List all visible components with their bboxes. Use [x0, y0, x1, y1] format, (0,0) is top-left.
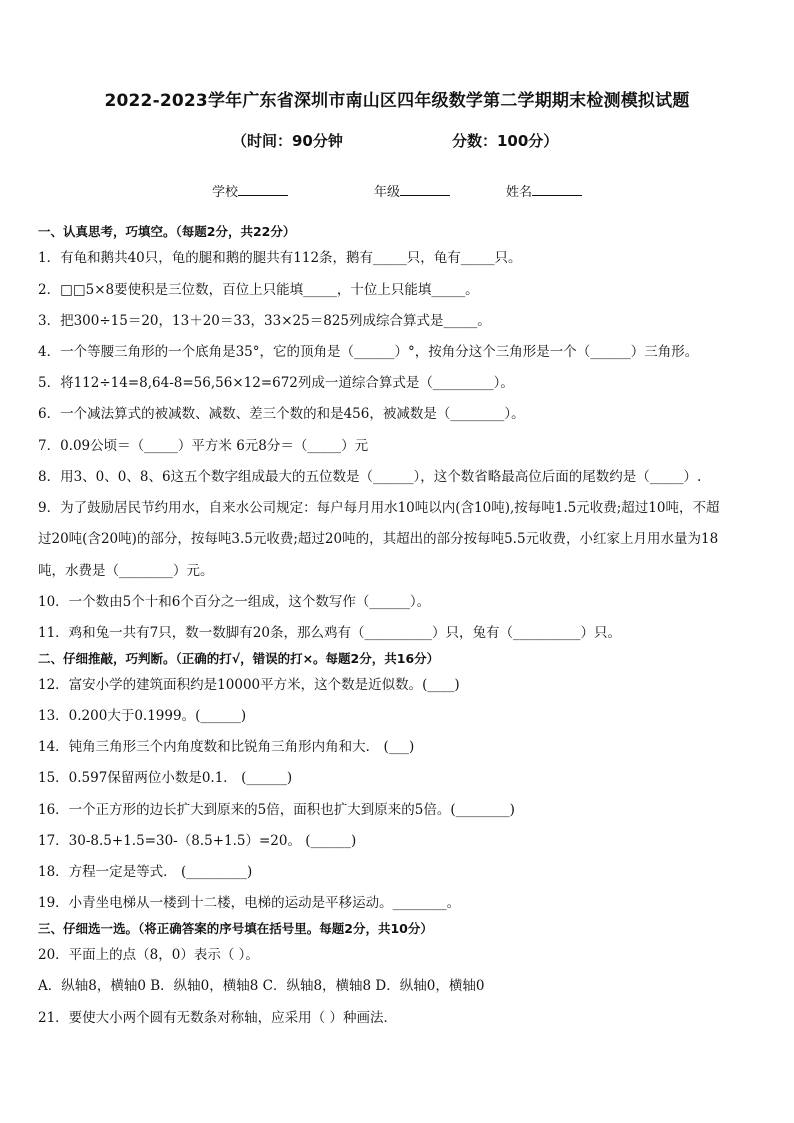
question-7: 7．0.09公顷＝（_____）平方米 6元8分＝（_____）元 [38, 438, 369, 454]
question-2: 2．□□5×8要使积是三位数，百位上只能填_____，十位上只能填_____。 [38, 282, 479, 298]
question-12: 12．富安小学的建筑面积约是10000平方米，这个数是近似数。(____) [38, 677, 460, 693]
question-8: 8．用3、0、0、8、6这五个数字组成最大的五位数是（______），这个数省略最高位后面的尾数约是（_____）. [38, 469, 702, 485]
question-3: 3．把300÷15＝20，13＋20＝33，33×25＝825列成综合算式是_____。 [38, 313, 491, 329]
question-15: 15．0.597保留两位小数是0.1． (______) [38, 770, 293, 786]
section-heading-2: 二、仔细推敲，巧判断。（正确的打√，错误的打×。每题2分，共16分） [38, 651, 440, 666]
question-19: 19．小青坐电梯从一楼到十二楼，电梯的运动是平移运动。________。 [38, 895, 461, 911]
student-info-row [0, 181, 794, 201]
grade-blank[interactable] [400, 183, 450, 196]
exam-score: 分数：100分） [452, 132, 559, 150]
question-9-line-1: 9．为了鼓励居民节约用水，自来水公司规定：每户每月用水10吨以内(含10吨),按每吨1.5元收费;超过10吨，不超 [38, 500, 720, 516]
question-20: 20．平面上的点（8，0）表示（ ）。 [38, 947, 259, 963]
section-heading-1: 一、认真思考，巧填空。（每题2分，共22分） [38, 224, 296, 239]
question-9-line-2: 过20吨(含20吨)的部分，按每吨3.5元收费;超过20吨的，其超出的部分按每吨5.5元收费，小红家上月用水量为18 [38, 531, 719, 547]
question-21: 21．要使大小两个圆有无数条对称轴，应采用（ ）种画法． [38, 1010, 397, 1026]
question-11: 11．鸡和兔一共有7只，数一数脚有20条，那么鸡有（__________）只，兔有（__________）只。 [38, 625, 621, 641]
name-blank[interactable] [532, 183, 582, 196]
name-field [506, 181, 582, 200]
question-16: 16．一个正方形的边长扩大到原来的5倍，面积也扩大到原来的5倍。(________) [38, 802, 515, 818]
question-18: 18．方程一定是等式． (_________) [38, 864, 253, 880]
name-label: 姓名 [506, 185, 533, 200]
question-13: 13．0.200大于0.1999。(______) [38, 708, 247, 724]
grade-label: 年级 [374, 185, 401, 200]
section-heading-3: 三、仔细选一选。（将正确答案的序号填在括号里。每题2分，共10分） [38, 921, 433, 936]
question-4: 4．一个等腰三角形的一个底角是35°，它的顶角是（______）°，按角分这个三角形是一个（______）三角形。 [38, 344, 699, 360]
question-1: 1．有龟和鹅共40只，龟的腿和鹅的腿共有112条，鹅有_____只，龟有_____只。 [38, 250, 522, 266]
question-6: 6．一个减法算式的被减数、减数、差三个数的和是456，被减数是（________）。 [38, 406, 525, 422]
question-17: 17．30-8.5+1.5=30-（8.5+1.5）=20。 (______) [38, 833, 357, 849]
school-field [212, 181, 288, 200]
question-14: 14．钝角三角形三个内角度数和比锐角三角形内角和大． (___) [38, 739, 415, 755]
school-label: 学校 [212, 185, 239, 200]
school-blank[interactable] [238, 183, 288, 196]
page-title: 2022-2023学年广东省深圳市南山区四年级数学第二学期期末检测模拟试题 [104, 91, 690, 111]
question-5: 5．将112÷14=8,64-8=56,56×12=672列成一道综合算式是（_________）。 [38, 375, 514, 391]
question-9-line-3: 吨，水费是（________）元。 [38, 563, 214, 579]
exam-time: （时间：90分钟 [232, 132, 343, 150]
grade-field [374, 181, 450, 200]
question-20-options: A．纵轴8，横轴0 B．纵轴0，横轴8 C．纵轴8，横轴8 D．纵轴0，横轴0 [38, 978, 485, 994]
question-10: 10．一个数由5个十和6个百分之一组成，这个数写作（______）。 [38, 594, 431, 610]
